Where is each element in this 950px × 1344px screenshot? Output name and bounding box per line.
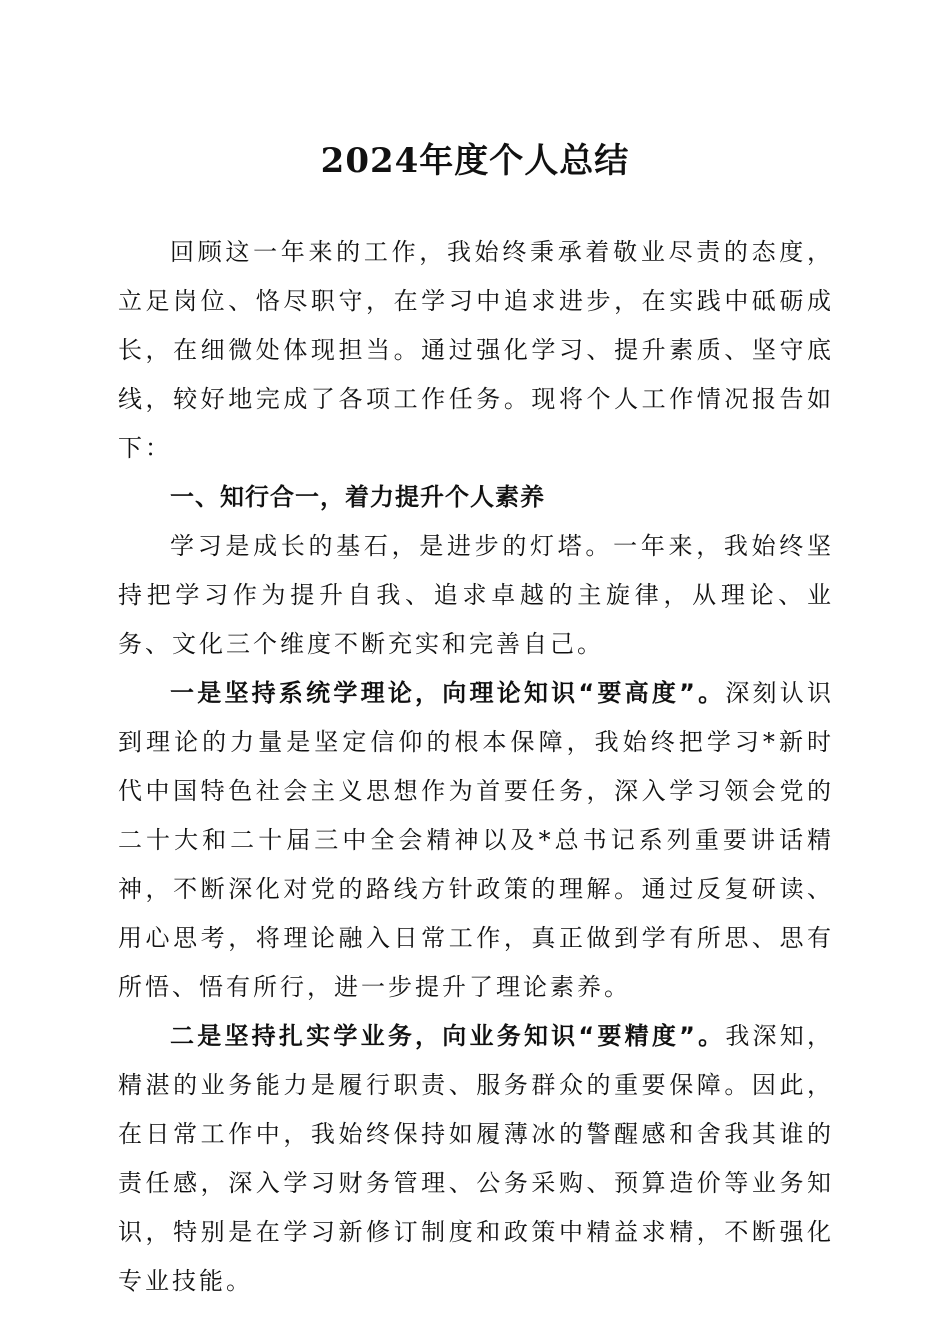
point-one-text: 深刻认识到理论的力量是坚定信仰的根本保障，我始终把学习*新时代中国特色社会主义思想作为首要任务，深入学习领会党的二十大和二十届三中全会精神以及*总书记系列重要讲话精神，不断深化对党的路线方针政策的理解。通过反复研读、用心思考，将理论融入日常工作，真正做到学有所思、思有所悟、悟有所行，进一步提升了理论素养。 <box>118 679 835 1001</box>
point-two-text: 我深知，精湛的业务能力是履行职责、服务群众的重要保障。因此，在日常工作中，我始终保持如履薄冰的警醒感和舍我其谁的责任感，深入学习财务管理、公务采购、预算造价等业务知识，特别是在学习新修订制度和政策中精益求精，不断强化专业技能。 <box>118 1022 835 1295</box>
section-summary-paragraph: 学习是成长的基石，是进步的灯塔。一年来，我始终坚持把学习作为提升自我、追求卓越的主旋律，从理论、业务、文化三个维度不断充实和完善自己。 <box>118 532 834 658</box>
point-one-paragraph <box>118 669 834 1012</box>
document-body <box>118 228 834 1306</box>
document-title: 2024年度个人总结 <box>320 141 630 181</box>
point-two-paragraph <box>118 1012 834 1306</box>
point-one-lead: 一是坚持系统学理论，向理论知识“要高度”。 <box>170 679 726 707</box>
point-two-lead: 二是坚持扎实学业务，向业务知识“要精度”。 <box>170 1022 726 1050</box>
intro-paragraph: 回顾这一年来的工作，我始终秉承着敬业尽责的态度，立足岗位、恪尽职守，在学习中追求进步，在实践中砥砺成长，在细微处体现担当。通过强化学习、提升素质、坚守底线，较好地完成了各项工作任务。现将个人工作情况报告如下： <box>118 238 834 462</box>
section-heading: 一、知行合一，着力提升个人素养 <box>170 483 545 511</box>
